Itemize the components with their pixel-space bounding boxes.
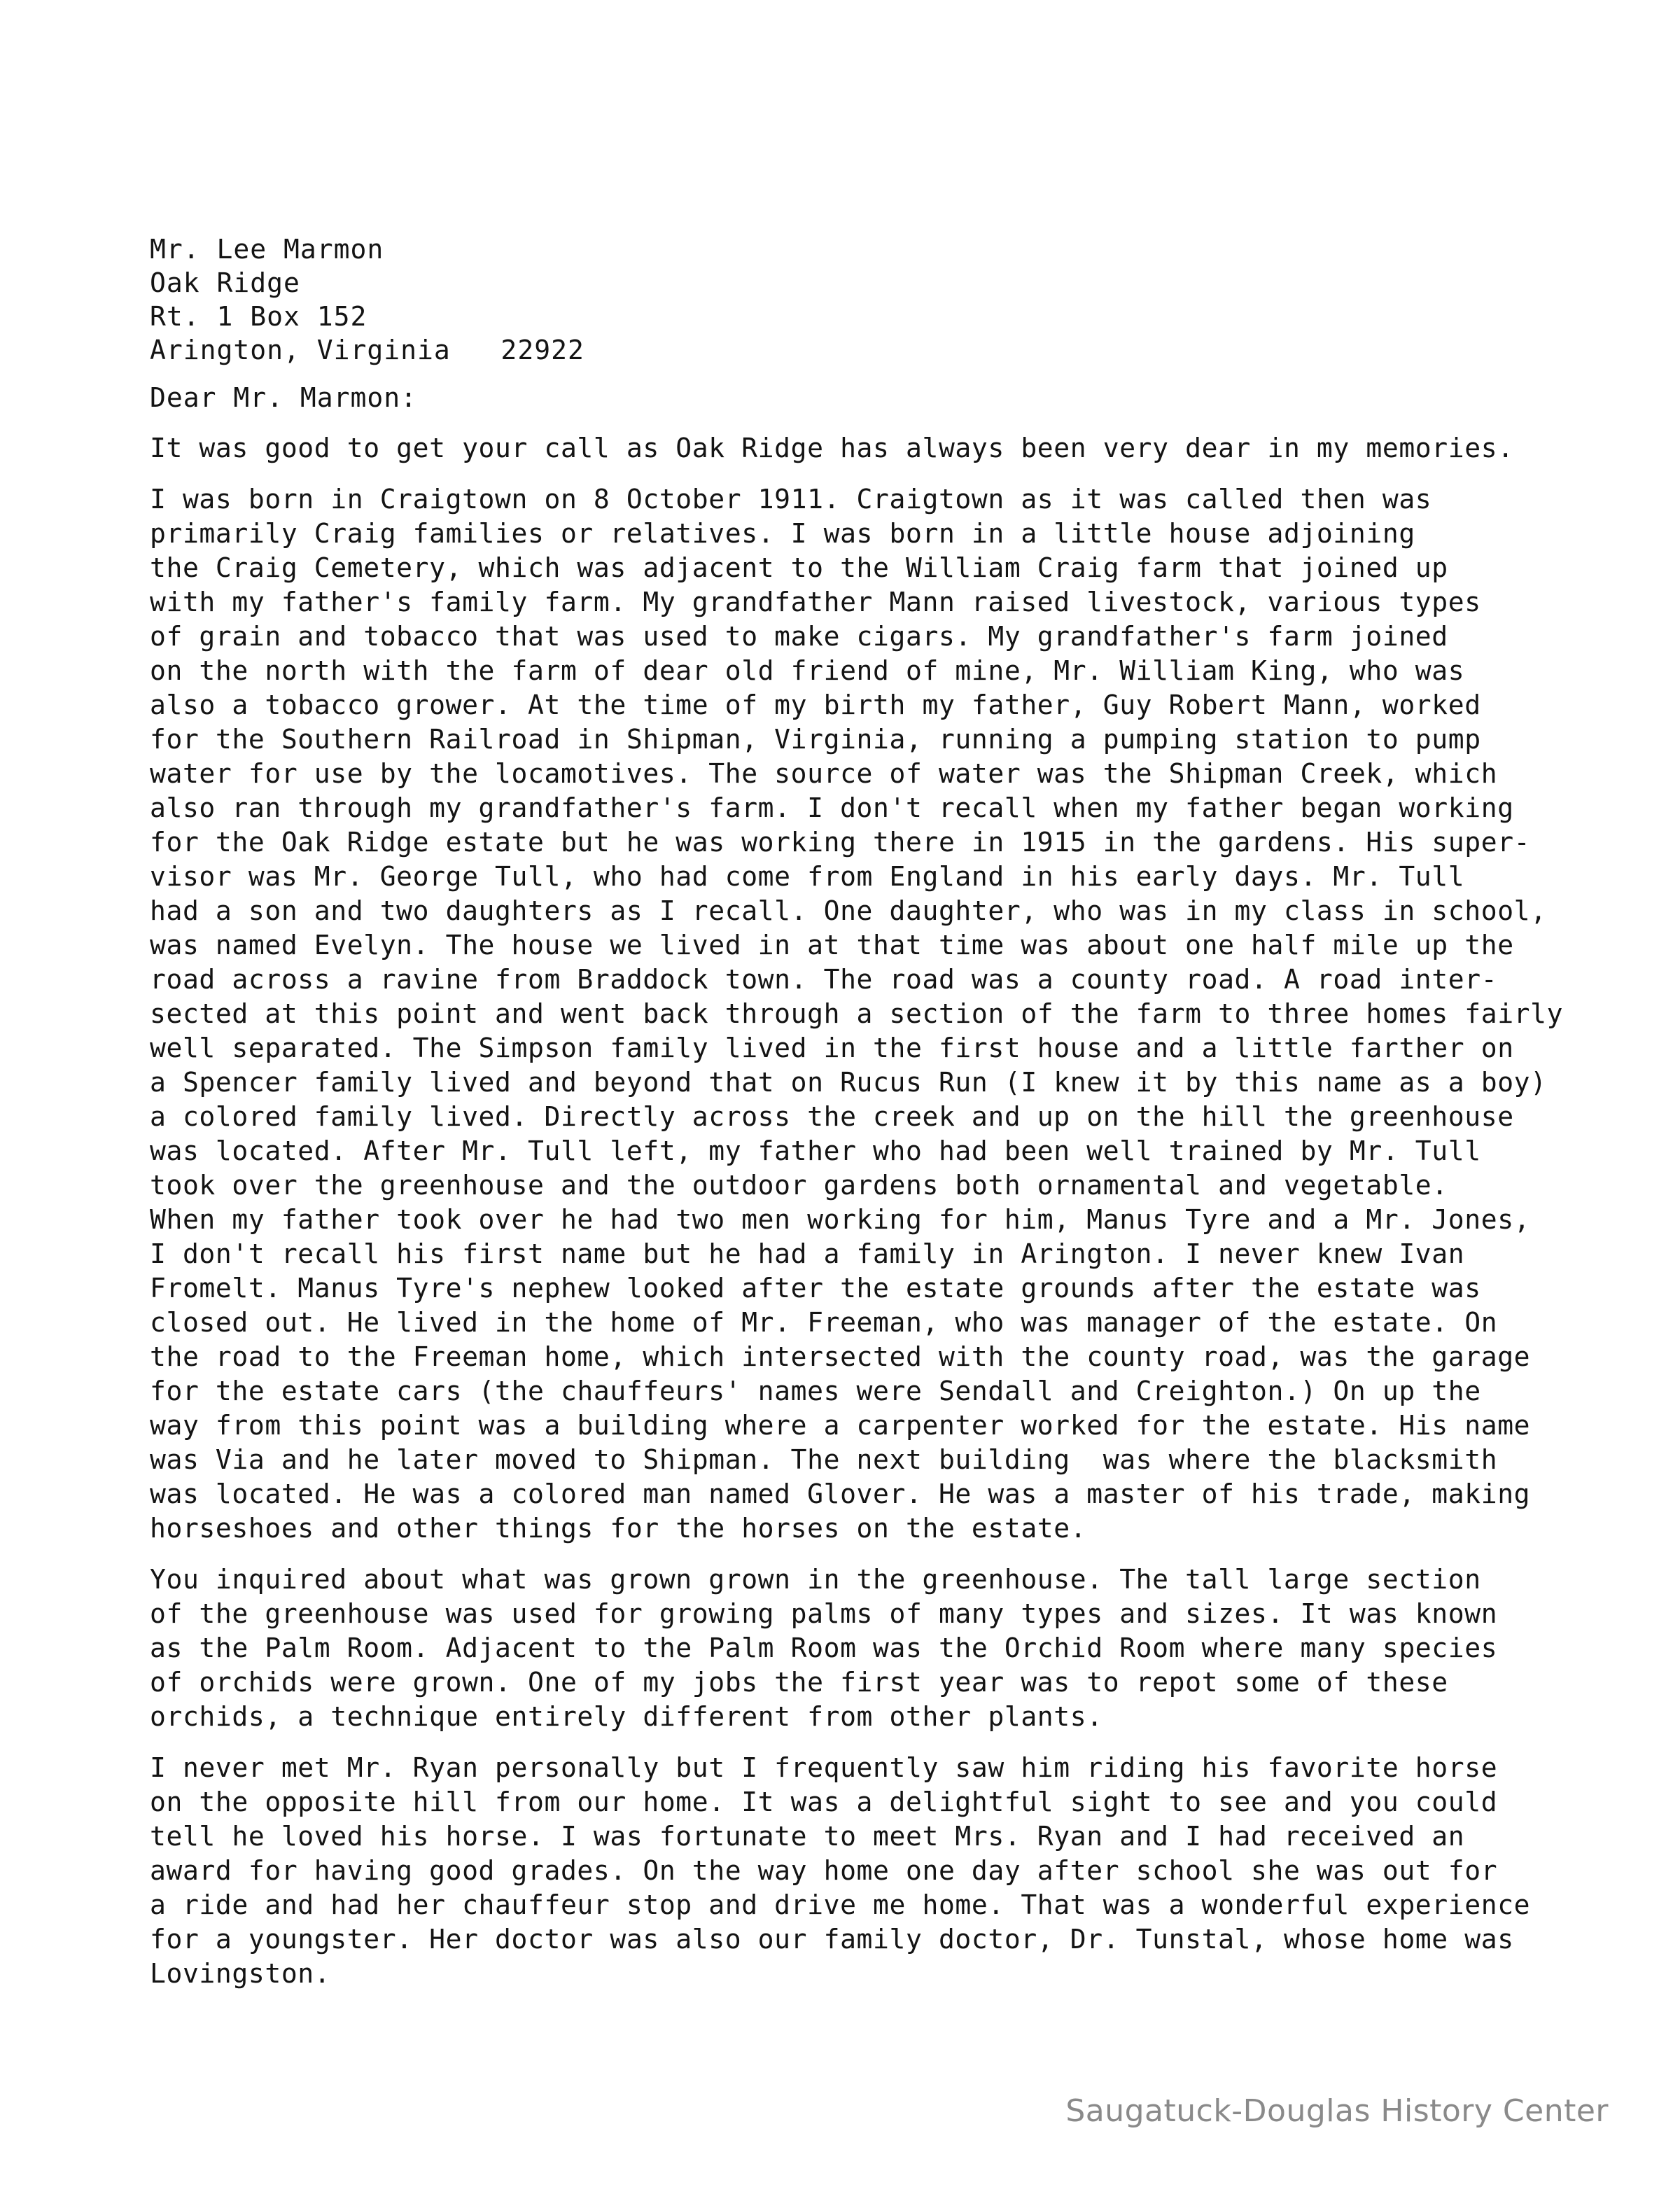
- text-line: tell he loved his horse. I was fortunate to meet Mrs. Ryan and I had received an: [150, 1821, 1465, 1852]
- text-line: road across a ravine from Braddock town. The road was a county road. A road inter-: [150, 964, 1498, 995]
- salutation: Dear Mr. Marmon:: [150, 382, 418, 413]
- text-line: of grain and tobacco that was used to make cigars. My grandfather's farm joined: [150, 621, 1448, 652]
- text-line: the road to the Freeman home, which intersected with the county road, was the garage: [150, 1341, 1531, 1372]
- text-line: on the north with the farm of dear old friend of mine, Mr. William King, who was: [150, 655, 1465, 686]
- text-line: was Via and he later moved to Shipman. The next building was where the blacksmith: [150, 1444, 1498, 1475]
- text-line: a Spencer family lived and beyond that on Rucus Run (I knew it by this name as a boy): [150, 1067, 1547, 1098]
- text-line: sected at this point and went back through a section of the farm to three homes fairly: [150, 998, 1564, 1029]
- text-line: took over the greenhouse and the outdoor gardens both ornamental and vegetable.: [150, 1170, 1448, 1201]
- letter-paragraph: [150, 1563, 1641, 1734]
- text-line: Lovingston.: [150, 1958, 331, 1989]
- text-line: You inquired about what was grown grown in the greenhouse. The tall large section: [150, 1564, 1481, 1595]
- text-line: also ran through my grandfather's farm. I don't recall when my father began working: [150, 792, 1514, 823]
- address-line: Mr. Lee Marmon: [150, 234, 384, 265]
- address-line: Arington, Virginia 22922: [150, 335, 584, 365]
- text-line: of the greenhouse was used for growing palms of many types and sizes. It was known: [150, 1598, 1498, 1629]
- text-line: visor was Mr. George Tull, who had come from England in his early days. Mr. Tull: [150, 861, 1465, 892]
- typed-letter: [150, 232, 1641, 1991]
- text-line: primarily Craig families or relatives. I was born in a little house adjoining: [150, 518, 1415, 549]
- text-line: for a youngster. Her doctor was also our family doctor, Dr. Tunstal, whose home was: [150, 1924, 1514, 1955]
- letter-paragraph: [150, 482, 1641, 1546]
- text-line: the Craig Cemetery, which was adjacent to the William Craig farm that joined up: [150, 552, 1448, 583]
- text-line: well separated. The Simpson family lived in the first house and a little farther on: [150, 1033, 1514, 1063]
- watermark-text: Saugatuck-Douglas History Center: [1065, 2093, 1609, 2129]
- letter-paragraph: [150, 431, 1641, 466]
- text-line: was located. After Mr. Tull left, my father who had been well trained by Mr. Tull: [150, 1136, 1481, 1166]
- text-line: orchids, a technique entirely different from other plants.: [150, 1701, 1103, 1732]
- text-line: a ride and had her chauffeur stop and drive me home. That was a wonderful experience: [150, 1889, 1531, 1920]
- text-line: When my father took over he had two men working for him, Manus Tyre and a Mr. Jones,: [150, 1204, 1531, 1235]
- letter-body: [150, 431, 1641, 1991]
- text-line: for the estate cars (the chauffeurs' names were Sendall and Creighton.) On up the: [150, 1376, 1481, 1406]
- text-line: a colored family lived. Directly across the creek and up on the hill the greenhouse: [150, 1101, 1514, 1132]
- text-line: closed out. He lived in the home of Mr. Freeman, who was manager of the estate. On: [150, 1307, 1498, 1338]
- text-line: with my father's family farm. My grandfather Mann raised livestock, various types: [150, 587, 1481, 617]
- text-line: It was good to get your call as Oak Ridge has always been very dear in my memories.: [150, 433, 1514, 463]
- text-line: also a tobacco grower. At the time of my birth my father, Guy Robert Mann, worked: [150, 690, 1481, 720]
- text-line: had a son and two daughters as I recall. One daughter, who was in my class in school,: [150, 895, 1547, 926]
- letter-paragraph: [150, 1751, 1641, 1991]
- text-line: as the Palm Room. Adjacent to the Palm Room was the Orchid Room where many species: [150, 1633, 1498, 1663]
- recipient-address: [150, 232, 1641, 367]
- text-line: I was born in Craigtown on 8 October 1911. Craigtown as it was called then was: [150, 484, 1432, 515]
- text-line: of orchids were grown. One of my jobs the first year was to repot some of these: [150, 1667, 1448, 1698]
- text-line: was named Evelyn. The house we lived in at that time was about one half mile up the: [150, 930, 1514, 960]
- text-line: for the Oak Ridge estate but he was working there in 1915 in the gardens. His super-: [150, 827, 1531, 858]
- text-line: was located. He was a colored man named Glover. He was a master of his trade, making: [150, 1479, 1531, 1509]
- text-line: I never met Mr. Ryan personally but I frequently saw him riding his favorite horse: [150, 1752, 1498, 1783]
- text-line: water for use by the locamotives. The source of water was the Shipman Creek, which: [150, 758, 1498, 789]
- text-line: for the Southern Railroad in Shipman, Virginia, running a pumping station to pump: [150, 724, 1481, 755]
- text-line: on the opposite hill from our home. It was a delightful sight to see and you could: [150, 1787, 1498, 1817]
- address-line: Rt. 1 Box 152: [150, 301, 368, 332]
- text-line: I don't recall his first name but he had a family in Arington. I never knew Ivan: [150, 1238, 1465, 1269]
- text-line: horseshoes and other things for the horses on the estate.: [150, 1513, 1087, 1544]
- text-line: award for having good grades. On the way home one day after school she was out for: [150, 1855, 1498, 1886]
- address-line: Oak Ridge: [150, 267, 300, 298]
- text-line: Fromelt. Manus Tyre's nephew looked after the estate grounds after the estate was: [150, 1273, 1481, 1304]
- text-line: way from this point was a building where a carpenter worked for the estate. His name: [150, 1410, 1531, 1441]
